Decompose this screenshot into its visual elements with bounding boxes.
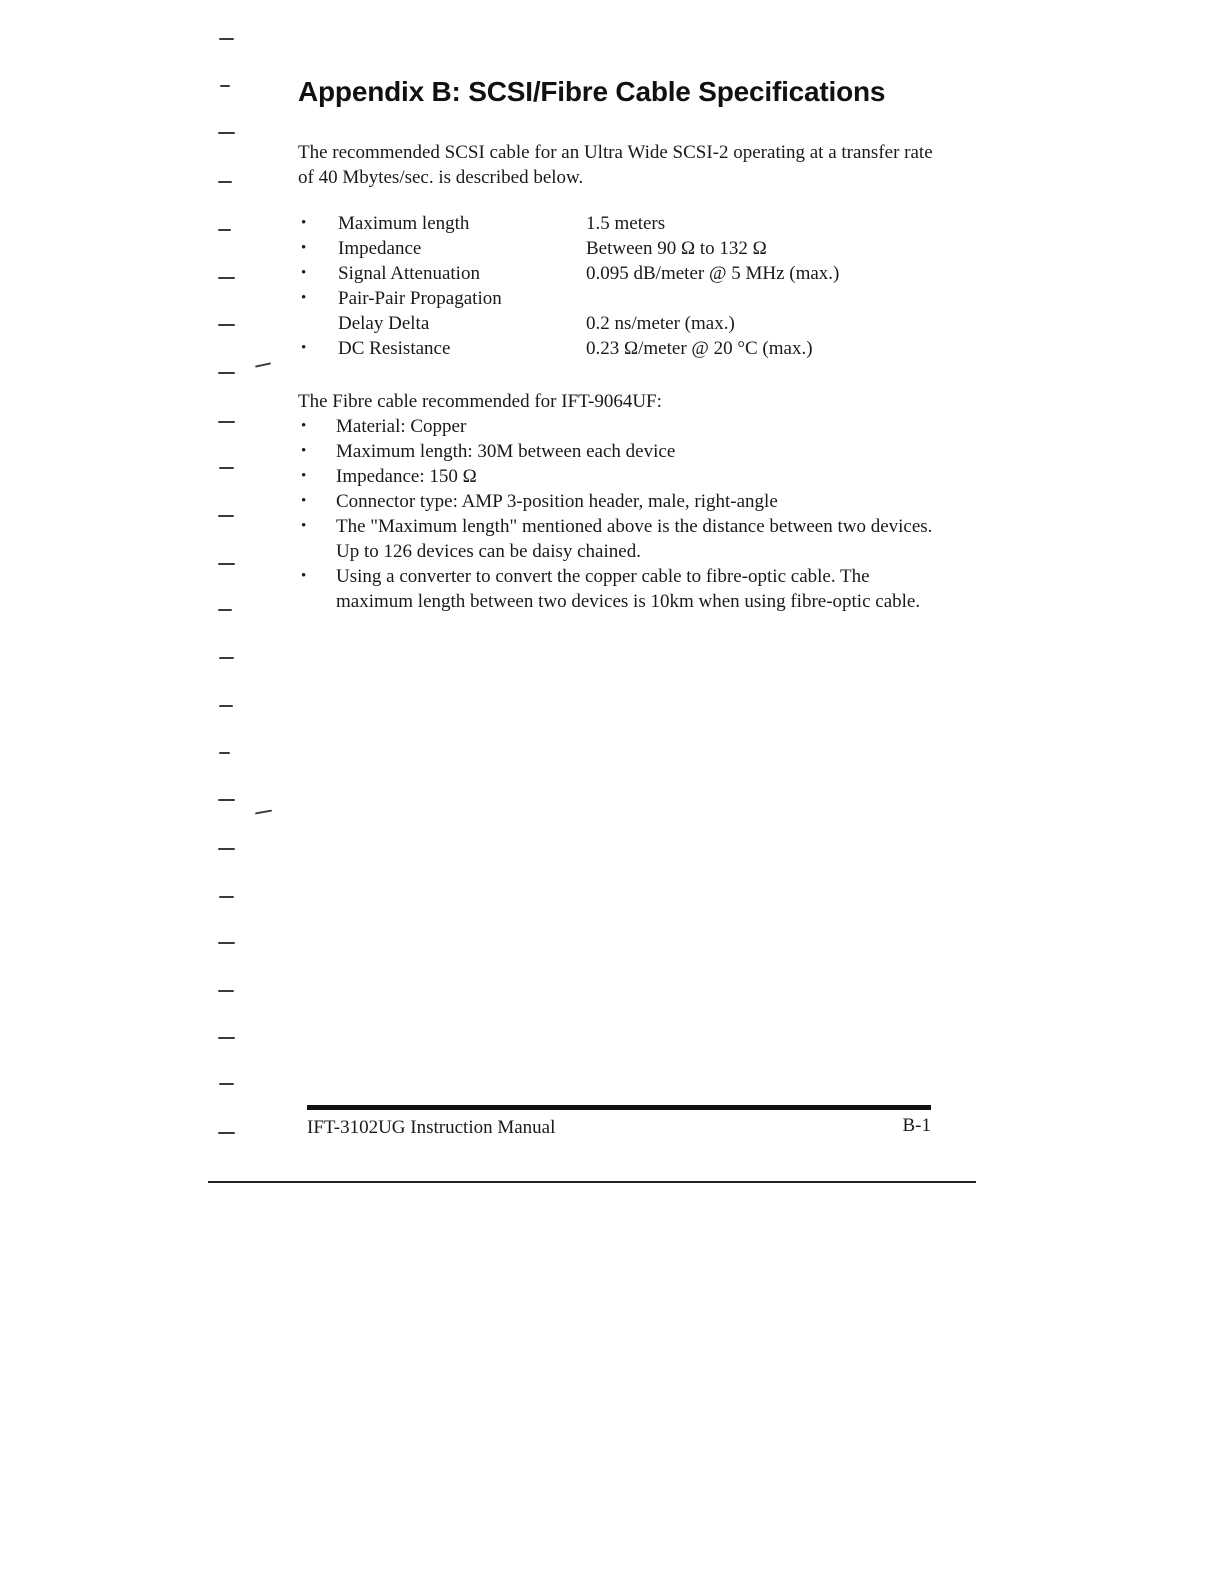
list-item-text: Material: Copper (336, 416, 467, 437)
list-item (298, 564, 938, 614)
margin-tick (218, 942, 235, 944)
bullet-icon: • (301, 443, 307, 459)
list-item-text: Connector type: AMP 3-position header, male, right-angle (336, 491, 778, 512)
margin-tick (255, 362, 271, 367)
margin-tick (218, 181, 232, 183)
margin-tick (220, 85, 230, 87)
bullet-icon: • (301, 265, 307, 281)
spec-row-delay-delta (298, 311, 938, 336)
fibre-intro: The Fibre cable recommended for IFT-9064UF: (298, 391, 662, 412)
spec-value: 0.2 ns/meter (max.) (586, 313, 735, 334)
bullet-icon: • (301, 240, 307, 256)
bullet-icon: • (301, 290, 307, 306)
spec-row-maximum-length (298, 211, 938, 236)
margin-tick (219, 1083, 234, 1085)
spec-row-dc-resistance (298, 336, 938, 361)
page-title: Appendix B: SCSI/Fibre Cable Specifications (298, 76, 886, 107)
margin-tick (218, 799, 235, 801)
margin-tick (218, 515, 234, 517)
margin-tick (219, 705, 233, 707)
spec-value: 0.23 Ω/meter @ 20 °C (max.) (586, 338, 813, 359)
scsi-spec-list (298, 211, 938, 361)
margin-tick (218, 421, 235, 423)
spec-row-impedance (298, 236, 938, 261)
bullet-icon: • (301, 518, 307, 534)
bullet-icon: • (301, 340, 307, 356)
bullet-icon: • (301, 568, 307, 584)
margin-tick (219, 657, 234, 659)
margin-tick (218, 609, 232, 611)
spec-value: 1.5 meters (586, 213, 666, 234)
margin-tick (218, 563, 235, 565)
list-item (298, 464, 938, 489)
bullet-icon: • (301, 418, 307, 434)
margin-tick (218, 1037, 235, 1039)
list-item-text: The "Maximum length" mentioned above is the distance between two devices. Up to 126 devices can be daisy chained. (336, 516, 933, 562)
margin-tick (219, 38, 234, 40)
bullet-icon: • (301, 493, 307, 509)
footer-rule (307, 1105, 931, 1110)
margin-tick (219, 752, 230, 754)
list-item (298, 514, 938, 564)
margin-tick (218, 324, 235, 326)
fibre-spec-list (298, 414, 938, 614)
spec-value: 0.095 dB/meter @ 5 MHz (max.) (586, 263, 840, 284)
list-item-text: Impedance: 150 Ω (336, 466, 477, 487)
bottom-divider (208, 1181, 976, 1183)
list-item-text: Maximum length: 30M between each device (336, 441, 676, 462)
spec-name: Signal Attenuation (338, 263, 480, 284)
bullet-icon: • (301, 468, 307, 484)
spec-name: DC Resistance (338, 338, 451, 359)
spec-name: Impedance (338, 238, 422, 259)
spec-row-pair-pair-propagation (298, 286, 938, 311)
margin-tick (218, 277, 235, 279)
margin-tick (218, 229, 231, 231)
margin-tick (218, 372, 235, 374)
margin-tick (218, 132, 235, 134)
intro-paragraph: The recommended SCSI cable for an Ultra Wide SCSI-2 operating at a transfer rate of 40 Mbytes/sec. is described below. (298, 142, 933, 188)
margin-tick (218, 990, 234, 992)
margin-tick (255, 810, 272, 815)
list-item (298, 489, 938, 514)
margin-tick (218, 1132, 235, 1134)
spec-name: Delay Delta (338, 313, 430, 334)
spec-value: Between 90 Ω to 132 Ω (586, 238, 767, 259)
spec-name: Pair-Pair Propagation (338, 288, 502, 309)
list-item (298, 414, 938, 439)
list-item-text: Using a converter to convert the copper cable to fibre-optic cable. The maximum length between two devices is 10km when using fibre-optic cable. (336, 566, 921, 612)
margin-tick (218, 848, 235, 850)
margin-tick (219, 896, 234, 898)
footer-page-number: B-1 (902, 1115, 931, 1136)
footer-manual-title: IFT-3102UG Instruction Manual (307, 1117, 556, 1138)
spec-row-signal-attenuation (298, 261, 938, 286)
margin-tick (219, 467, 234, 469)
spec-name: Maximum length (338, 213, 470, 234)
list-item (298, 439, 938, 464)
bullet-icon: • (301, 215, 307, 231)
